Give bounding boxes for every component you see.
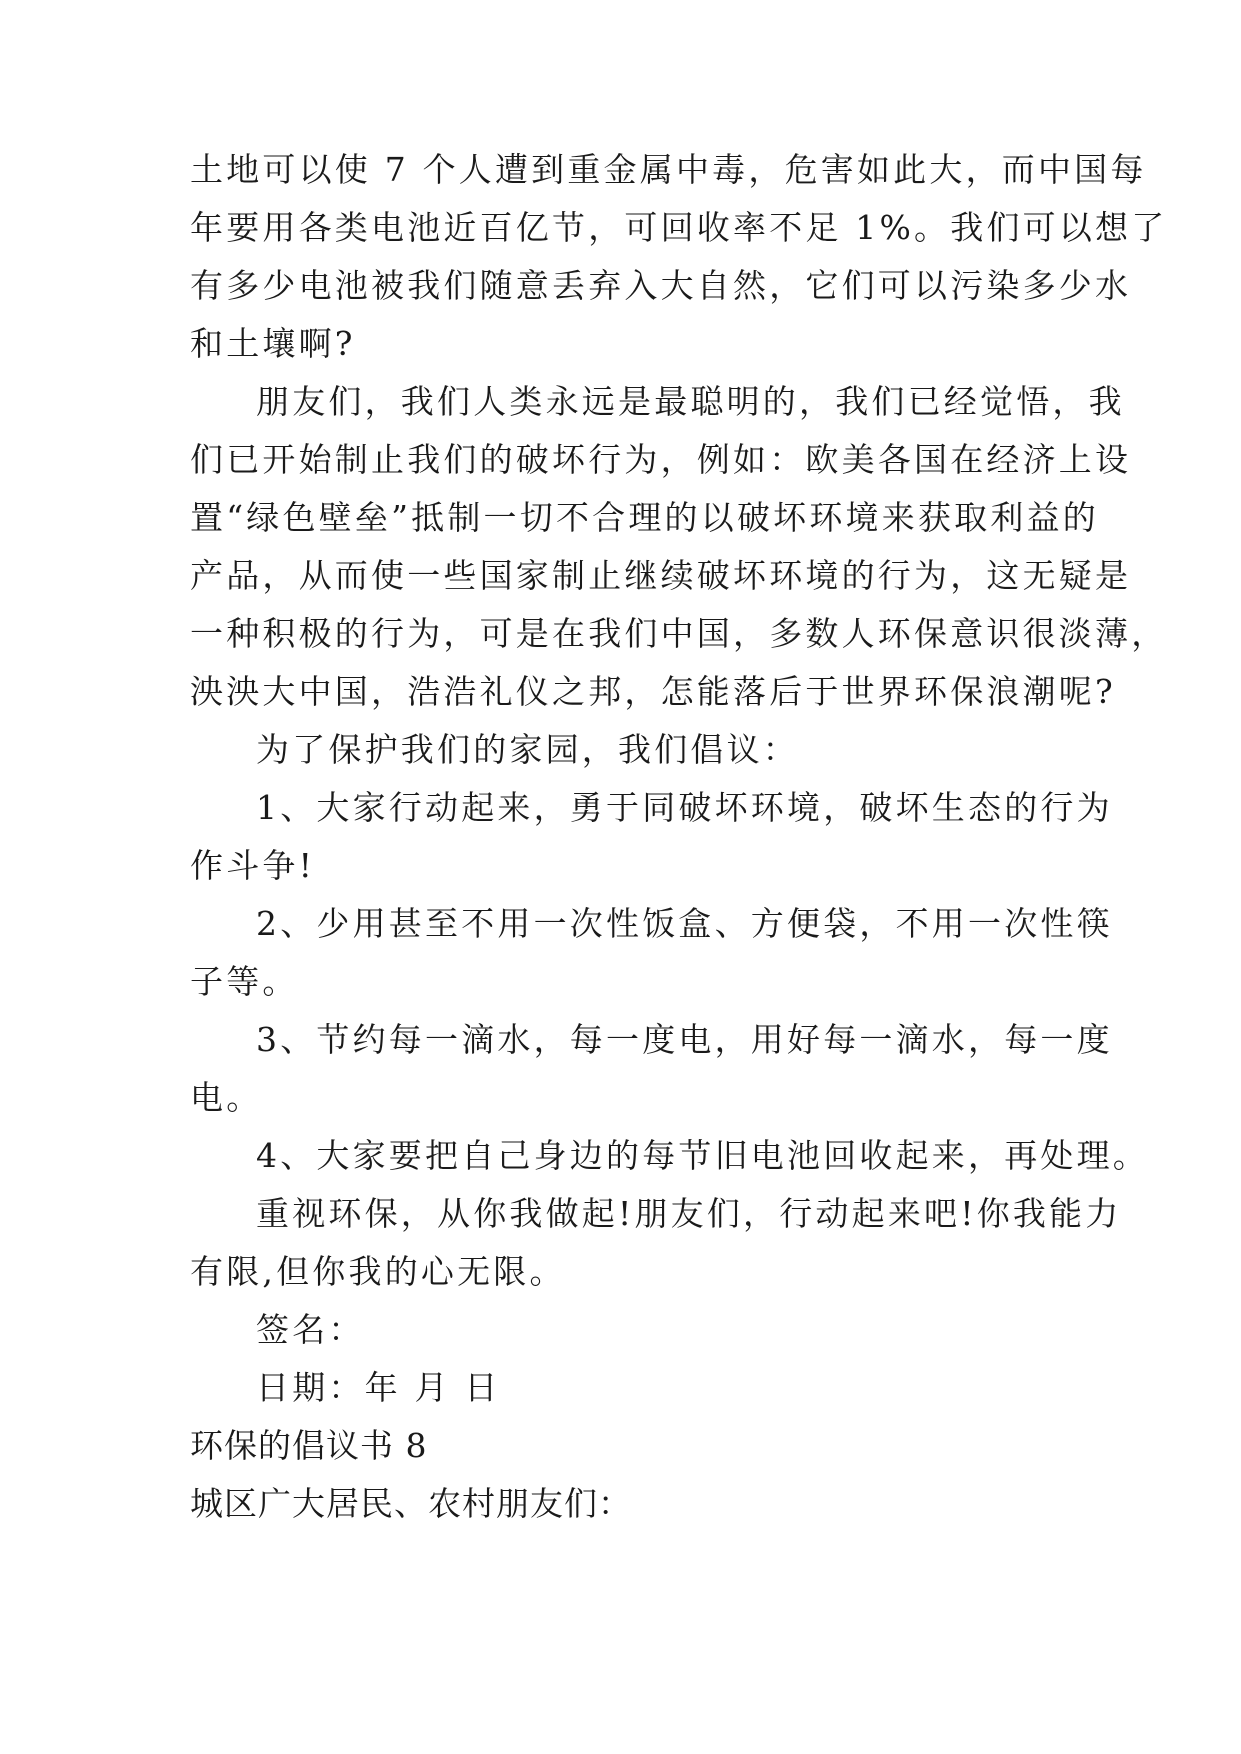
paragraph-line: 朋友们，我们人类永远是最聪明的，我们已经觉悟，我 <box>256 382 1125 421</box>
list-item-3: 3、节约每一滴水，每一度电，用好每一滴水，每一度 <box>256 1020 1113 1059</box>
salutation: 城区广大居民、农村朋友们： <box>190 1484 632 1523</box>
list-item-4: 4、大家要把自己身边的每节旧电池回收起来，再处理。 <box>256 1136 1149 1175</box>
paragraph-line: 为了保护我们的家园，我们倡议： <box>256 730 799 769</box>
paragraph-line: 们已开始制止我们的破坏行为，例如：欧美各国在经济上设 <box>190 440 1132 479</box>
section-title: 环保的倡议书 8 <box>190 1426 428 1465</box>
paragraph-line: 重视环保，从你我做起!朋友们，行动起来吧!你我能力 <box>256 1194 1122 1233</box>
list-item-1-cont: 作斗争! <box>190 846 316 885</box>
list-item-3-cont: 电。 <box>190 1078 263 1117</box>
paragraph-line: 有限,但你我的心无限。 <box>190 1252 566 1291</box>
paragraph-line: 土地可以使 7 个人遭到重金属中毒，危害如此大，而中国每 <box>190 150 1147 189</box>
paragraph-line: 年要用各类电池近百亿节，可回收率不足 1%。我们可以想了 <box>190 208 1168 247</box>
list-item-1: 1、大家行动起来，勇于同破坏环境，破坏生态的行为 <box>256 788 1113 827</box>
paragraph-line: 泱泱大中国，浩浩礼仪之邦，怎能落后于世界环保浪潮呢? <box>190 672 1116 711</box>
paragraph-line: 和土壤啊? <box>190 324 356 363</box>
paragraph-line: 产品，从而使一些国家制止继续破坏环境的行为，这无疑是 <box>190 556 1132 595</box>
date-label: 日期：年 月 日 <box>256 1368 501 1407</box>
paragraph-line: 一种积极的行为，可是在我们中国，多数人环保意识很淡薄， <box>190 614 1168 653</box>
signature-label: 签名： <box>256 1310 365 1349</box>
paragraph-line: 有多少电池被我们随意丢弃入大自然，它们可以污染多少水 <box>190 266 1132 305</box>
list-item-2: 2、少用甚至不用一次性饭盒、方便袋，不用一次性筷 <box>256 904 1113 943</box>
paragraph-line: 置“绿色壁垒”抵制一切不合理的以破坏环境来获取利益的 <box>190 498 1099 537</box>
list-item-2-cont: 子等。 <box>190 962 299 1001</box>
